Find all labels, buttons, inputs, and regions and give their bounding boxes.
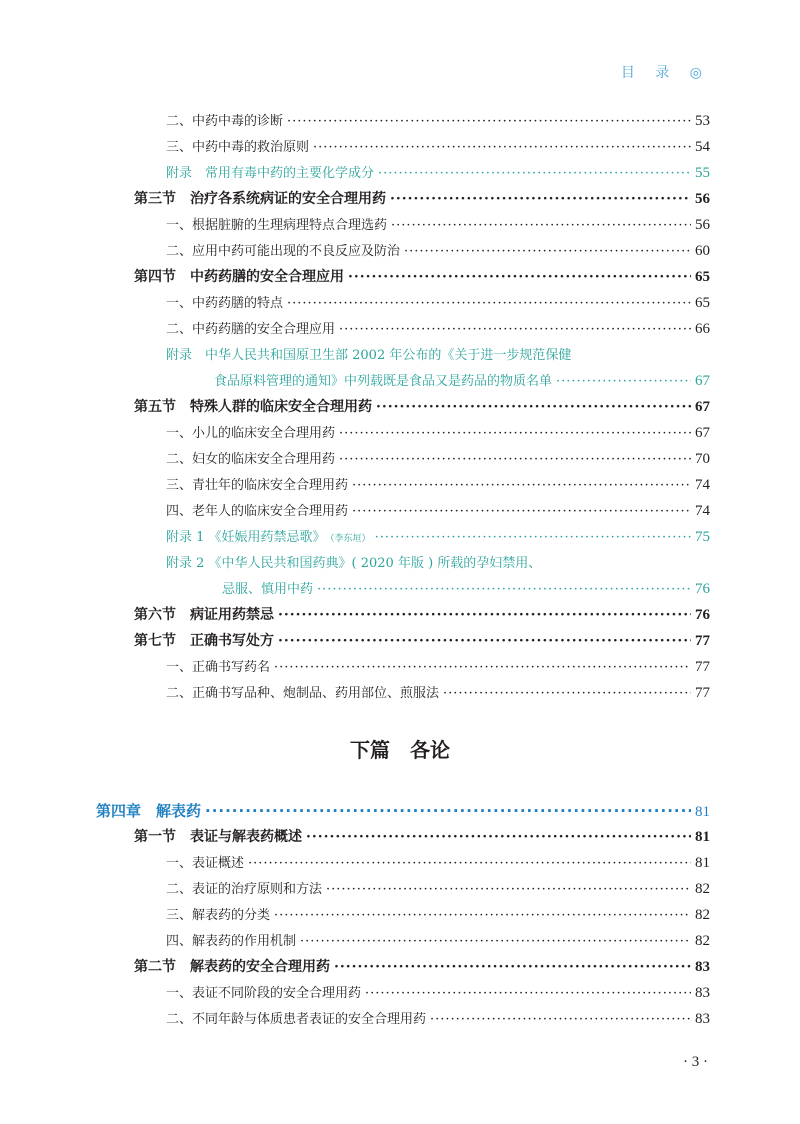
toc-entry-page: 70: [695, 451, 710, 467]
toc-entry-label: 二、中药中毒的诊断: [166, 114, 284, 129]
toc-entry-note: （李东垣）: [325, 534, 371, 544]
toc-entry-label: 第二节 解表药的安全合理用药: [134, 959, 330, 975]
toc-entry[interactable]: [166, 526, 710, 546]
dot-leader: [205, 802, 691, 820]
toc-entry-page: 77: [695, 659, 710, 675]
toc-entry-label: 四、解表药的作用机制: [166, 934, 297, 949]
toc-entry-label: 四、老年人的临床安全合理用药: [166, 504, 349, 519]
toc-entry[interactable]: [96, 800, 710, 820]
toc-entry-page: 77: [695, 685, 710, 701]
toc-entry-label: 第七节 正确书写处方: [134, 633, 274, 649]
toc-entry-page: 82: [695, 933, 710, 949]
toc-entry[interactable]: [166, 930, 710, 950]
page-number: · 3 ·: [683, 1054, 708, 1070]
toc-entry[interactable]: [134, 266, 710, 286]
toc-entry-label: 第四节 中药药膳的安全合理应用: [134, 269, 344, 285]
dot-leader: [443, 686, 691, 701]
toc-entry-page: 77: [695, 633, 710, 649]
toc-entry[interactable]: [166, 448, 710, 468]
dot-leader: [378, 166, 691, 181]
toc-entry-label: 附录 中华人民共和国原卫生部 2002 年公布的《关于进一步规范保健: [166, 348, 572, 363]
toc-entry-page: 65: [695, 295, 710, 311]
toc-entry[interactable]: [166, 552, 710, 572]
toc-entry-page: 74: [695, 477, 710, 493]
dot-leader: [376, 399, 691, 415]
toc-entry-label: 第六节 病证用药禁忌: [134, 607, 274, 623]
dot-leader: [334, 959, 691, 975]
toc-entry[interactable]: [166, 852, 710, 872]
dot-leader: [556, 374, 691, 389]
toc-entry-label: 二、表证的治疗原则和方法: [166, 882, 323, 897]
toc-entry[interactable]: [166, 240, 710, 260]
toc-entry-label: 第四章 解表药: [96, 802, 202, 820]
toc-entry-page: 54: [695, 139, 710, 155]
dot-leader: [287, 114, 691, 129]
dot-leader: [317, 582, 691, 597]
toc-entry[interactable]: [222, 578, 710, 598]
toc-entry-label: 第一节 表证与解表药概述: [134, 829, 302, 845]
toc-entry[interactable]: [166, 110, 710, 130]
toc-entry-page: 82: [695, 907, 710, 923]
dot-leader: [430, 1012, 691, 1027]
part-title: 下篇 各论: [350, 738, 450, 762]
toc-entry[interactable]: [166, 904, 710, 924]
dot-leader: [348, 269, 691, 285]
toc-entry-label: 一、小儿的临床安全合理用药: [166, 426, 336, 441]
toc-entry[interactable]: [166, 422, 710, 442]
toc-entry-page: 83: [695, 985, 710, 1001]
dot-leader: [365, 986, 691, 1001]
toc-entry-label: 附录 2 《中华人民共和国药典》( 2020 年版 ) 所载的孕妇禁用、: [166, 556, 542, 571]
toc-entry[interactable]: [134, 826, 710, 846]
toc-entry-page: 74: [695, 503, 710, 519]
toc-entry-page: 60: [695, 243, 710, 259]
toc-entry[interactable]: [166, 982, 710, 1002]
toc-entry-page: 83: [695, 959, 710, 975]
toc-entry-label: 忌服、慎用中药: [222, 582, 314, 597]
toc-entry[interactable]: [134, 604, 710, 624]
dot-leader: [391, 218, 691, 233]
toc-entry[interactable]: [166, 1008, 710, 1028]
dot-leader: [287, 296, 691, 311]
toc-entry-label: 第三节 治疗各系统病证的安全合理用药: [134, 191, 386, 207]
dot-leader: [352, 478, 691, 493]
toc-entry[interactable]: [166, 318, 710, 338]
toc-entry-label: 二、应用中药可能出现的不良反应及防治: [166, 244, 401, 259]
dot-leader: [278, 607, 691, 623]
dot-leader: [339, 426, 691, 441]
dot-leader: [306, 829, 691, 845]
dot-leader: [404, 244, 691, 259]
toc-entry-label: 三、中药中毒的救治原则: [166, 140, 310, 155]
toc-entry-page: 56: [695, 191, 710, 207]
toc-entry-page: 53: [695, 113, 710, 129]
toc-entry-page: 67: [695, 425, 710, 441]
toc-entry-label: 一、根据脏腑的生理病理特点合理选药: [166, 218, 388, 233]
toc-entry[interactable]: [214, 370, 710, 390]
toc-entry-label: 一、表证不同阶段的安全合理用药: [166, 986, 362, 1001]
running-header: 目 录 ◎: [620, 65, 710, 81]
toc-entry[interactable]: [166, 344, 710, 364]
toc-entry[interactable]: [166, 136, 710, 156]
dot-leader: [300, 934, 691, 949]
toc-entry-page: 65: [695, 269, 710, 285]
toc-entry[interactable]: [166, 682, 710, 702]
toc-entry-label: 附录 常用有毒中药的主要化学成分: [166, 166, 375, 181]
dot-leader: [274, 908, 691, 923]
toc-entry[interactable]: [134, 630, 710, 650]
toc-entry[interactable]: [166, 214, 710, 234]
toc-entry-label: 食品原料管理的通知》中列载既是食品又是药品的物质名单: [214, 374, 553, 389]
toc-entry[interactable]: [166, 474, 710, 494]
toc-entry-label: 二、正确书写品种、炮制品、药用部位、煎服法: [166, 686, 440, 701]
toc-entry-page: 76: [695, 607, 710, 623]
dot-leader: [339, 452, 691, 467]
toc-entry-page: 55: [695, 165, 710, 181]
toc-entry-label: 二、不同年龄与体质患者表证的安全合理用药: [166, 1012, 427, 1027]
toc-entry-label: 附录 1 《妊娠用药禁忌歌》: [166, 530, 326, 545]
toc-entry-page: 82: [695, 881, 710, 897]
dot-leader: [352, 504, 691, 519]
dot-leader: [274, 660, 691, 675]
toc-entry-page: 56: [695, 217, 710, 233]
dot-leader: [339, 322, 691, 337]
toc-entry-label: 第五节 特殊人群的临床安全合理用药: [134, 399, 372, 415]
toc-entry-page: 67: [695, 373, 710, 389]
toc-entry-page: 75: [695, 529, 710, 545]
toc-entry-label: 一、正确书写药名: [166, 660, 271, 675]
toc-entry-page: 81: [695, 855, 710, 871]
toc-entry-page: 81: [695, 804, 710, 820]
toc-entry-page: 66: [695, 321, 710, 337]
toc-entry[interactable]: [166, 292, 710, 312]
dot-leader: [313, 140, 691, 155]
toc-entry[interactable]: [166, 162, 710, 182]
toc-entry[interactable]: [166, 878, 710, 898]
toc-entry[interactable]: [134, 396, 710, 416]
toc-entry-label: 三、解表药的分类: [166, 908, 271, 923]
dot-leader: [390, 191, 691, 207]
toc-entry-label: 三、青壮年的临床安全合理用药: [166, 478, 349, 493]
dot-leader: [326, 882, 691, 897]
toc-entry-label: 一、中药药膳的特点: [166, 296, 284, 311]
toc-entry-page: 83: [695, 1011, 710, 1027]
toc-entry[interactable]: [134, 188, 710, 208]
toc-entry-label: 一、表证概述: [166, 856, 245, 871]
toc-entry-label: 二、妇女的临床安全合理用药: [166, 452, 336, 467]
dot-leader: [375, 530, 691, 545]
toc-entry-page: 67: [695, 399, 710, 415]
toc-entry[interactable]: [134, 956, 710, 976]
toc-entry-page: 76: [695, 581, 710, 597]
toc-entry-label: 二、中药药膳的安全合理应用: [166, 322, 336, 337]
toc-entry-page: 81: [695, 829, 710, 845]
dot-leader: [278, 633, 691, 649]
toc-entry[interactable]: [166, 500, 710, 520]
toc-entry[interactable]: [166, 656, 710, 676]
dot-leader: [248, 856, 691, 871]
